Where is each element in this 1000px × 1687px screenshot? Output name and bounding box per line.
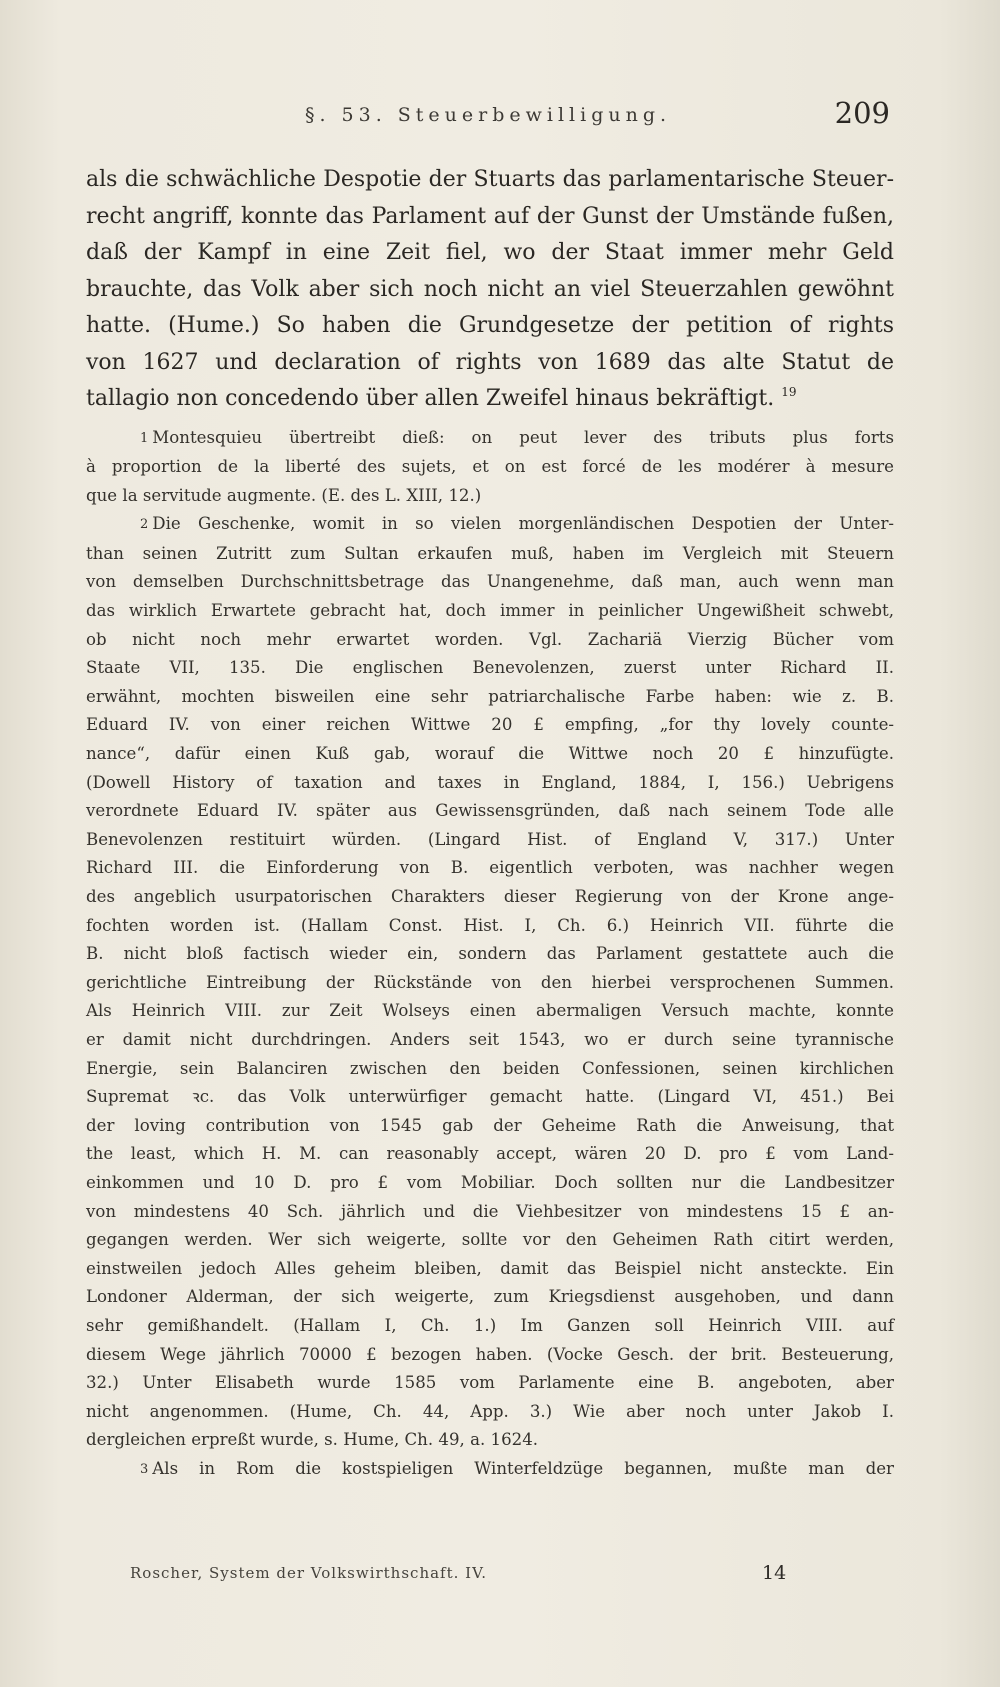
footnote-line: Als Heinrich VIII. zur Zeit Wolseys einen abermaligen Versuch machte, konnte [86, 1001, 894, 1021]
footnote-number: 3 [140, 1461, 149, 1477]
footnote-line: des angeblich usurpatorischen Charakters dieser Regierung von der Krone ange- [86, 887, 894, 906]
text-line-content: tallagio non concedendo über allen Zweifel hinaus bekräftigt. [86, 386, 775, 411]
footnote-line: Richard III. die Einforderung von B. eigentlich verboten, was nachher wegen [86, 858, 894, 878]
text-line: von 1627 und declaration of rights von 1689 das alte Statut de [86, 349, 894, 375]
footnote-line: que la servitude augmente. (E. des L. XIII, 12.) [86, 485, 482, 505]
footnote-line: diesem Wege jährlich 70000 £ bezogen haben. (Vocke Gesch. der brit. Besteuerung, [86, 1344, 894, 1364]
footnote-number: 1 [140, 430, 149, 446]
footnote-line: ob nicht noch mehr erwartet worden. Vgl. Zachariä Vierzig Bücher vom [86, 629, 894, 649]
footnote-line: einkommen und 10 D. pro £ vom Mobiliar. Doch sollten nur die Landbesitzer [86, 1172, 894, 1192]
sheet-number: 14 [762, 1562, 787, 1584]
footnote-number: 2 [140, 517, 149, 533]
text-line-last [86, 381, 894, 418]
signature-line: Roscher, System der Volkswirthschaft. IV. [130, 1564, 488, 1582]
footnote-line: the least, which H. M. can reasonably accept, wären 20 D. pro £ vom Land- [86, 1144, 894, 1164]
footnote-line: er damit nicht durchdringen. Anders seit 1543, wo er durch seine tyrannische [86, 1029, 894, 1049]
footnote-3 [86, 1455, 894, 1485]
footnote-line: à proportion de la liberté des sujets, et on est forcé de les modérer à mesure [86, 457, 894, 477]
page-footer [130, 1564, 880, 1592]
text-line: daß der Kampf in eine Zeit fiel, wo der Staat immer mehr Geld [86, 240, 894, 265]
footnote-line: Eduard IV. von einer reichen Wittwe 20 £ empfing, „for thy lovely counte- [86, 715, 894, 735]
footnote-line: gegangen werden. Wer sich weigerte, sollte vor den Geheimen Rath citirt werden, [86, 1230, 894, 1250]
footnote-line-content: Die Geschenke, womit in so vielen morgenländischen Despotien der Unter- [152, 514, 894, 534]
text-line: brauchte, das Volk aber sich noch nicht an viel Steuerzahlen gewöhnt [86, 276, 894, 302]
text-line: recht angriff, konnte das Parlament auf der Gunst der Umstände fußen, [86, 203, 894, 229]
footnote-line: dergleichen erpreßt wurde, s. Hume, Ch. 49, a. 1624. [86, 1430, 539, 1450]
footnote-line: das wirklich Erwartete gebracht hat, doch immer in peinlicher Ungewißheit schwebt, [86, 601, 894, 621]
footnote-line: B. nicht bloß factisch wieder ein, sondern das Parlament gestattete auch die [86, 944, 894, 964]
running-title: §. 53. Steuerbewilligung. [304, 104, 672, 126]
page-number: 209 [834, 96, 890, 130]
footnote-line: Supremat ꝛc. das Volk unterwürfiger gemacht hatte. (Lingard VI, 451.) Bei [86, 1087, 894, 1107]
footnote-line: der loving contribution von 1545 gab der Geheime Rath die Anweisung, that [86, 1115, 894, 1135]
footnote-reference: 19 [781, 385, 797, 399]
footnote-line: Benevolenzen restituirt würden. (Lingard Hist. of England V, 317.) Unter [86, 829, 894, 849]
footnote-line: Energie, sein Balanciren zwischen den beiden Confessionen, seinen kirchlichen [86, 1058, 894, 1078]
footnote-line: sehr gemißhandelt. (Hallam I, Ch. 1.) Im Ganzen soll Heinrich VIII. auf [86, 1315, 894, 1335]
footnote-first-line [86, 1455, 894, 1485]
footnote-line-content: Montesquieu übertreibt dieß: on peut lever des tributs plus forts [152, 427, 894, 447]
footnote-line: verordnete Eduard IV. später aus Gewissensgründen, daß nach seinem Tode alle [86, 801, 894, 821]
footnote-line: von mindestens 40 Sch. jährlich und die Viehbesitzer von mindestens 15 £ an- [86, 1201, 894, 1221]
footnote-line-content: Als in Rom die kostspieligen Winterfeldzüge begannen, mußte man der [152, 1458, 894, 1478]
footnote-line: von demselben Durchschnittsbetrage das Unangenehme, daß man, auch wenn man [86, 572, 894, 592]
footnote-line: Londoner Alderman, der sich weigerte, zum Kriegsdienst ausgehoben, und dann [86, 1287, 894, 1307]
footnote-first-line [86, 510, 894, 540]
main-paragraph [86, 162, 894, 418]
running-header [86, 96, 890, 140]
footnote-first-line [86, 424, 894, 454]
footnote-2 [86, 510, 894, 1455]
footnote-line: nicht angenommen. (Hume, Ch. 44, App. 3.) Wie aber noch unter Jakob I. [86, 1401, 894, 1421]
footnote-line: einstweilen jedoch Alles geheim bleiben, damit das Beispiel nicht ansteckte. Ein [86, 1258, 894, 1278]
footnote-line: gerichtliche Eintreibung der Rückstände von den hierbei versprochenen Summen. [86, 972, 894, 992]
footnote-line: (Dowell History of taxation and taxes in England, 1884, I, 156.) Uebrigens [86, 772, 894, 792]
footnote-1 [86, 424, 894, 511]
body-text [86, 162, 894, 1478]
footnote-line: Staate VII, 135. Die englischen Benevolenzen, zuerst unter Richard II. [86, 658, 894, 678]
footnote-line: erwähnt, mochten bisweilen eine sehr patriarchalische Farbe haben: wie z. B. [86, 686, 894, 706]
footnote-line: than seinen Zutritt zum Sultan erkaufen muß, haben im Vergleich mit Steuern [86, 543, 894, 563]
text-line: als die schwächliche Despotie der Stuarts das parlamentarische Steuer- [86, 167, 894, 192]
footnote-line: 32.) Unter Elisabeth wurde 1585 vom Parlamente eine B. angeboten, aber [86, 1373, 894, 1393]
footnote-line: fochten worden ist. (Hallam Const. Hist. I, Ch. 6.) Heinrich VII. führte die [86, 915, 894, 935]
text-line: hatte. (Hume.) So haben die Grundgesetze der petition of rights [86, 313, 894, 338]
footnote-line: nance“, dafür einen Kuß gab, worauf die Wittwe noch 20 £ hinzufügte. [86, 744, 894, 764]
